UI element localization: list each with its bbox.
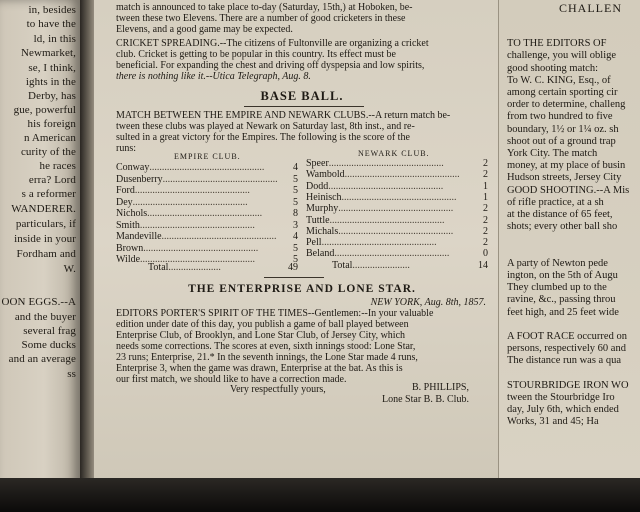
newark-score-row: [306, 226, 496, 237]
right-column-line: They clumbed up to the: [507, 282, 607, 294]
player-name: Brown: [116, 242, 144, 254]
right-column-line: among certain sporting cir: [507, 87, 618, 98]
cricket-line-4: there is nothing like it.--Utica Telegraph, Aug. 8.: [116, 71, 311, 82]
empire-total-value: 49: [288, 262, 298, 273]
right-column-line: STOURBRIDGE IRON WO: [507, 379, 629, 391]
right-column-line: CHALLEN: [559, 1, 622, 15]
base-ball-intro-1: MATCH BETWEEN THE EMPIRE AND NEWARK CLUBS.--A return match be-: [116, 110, 451, 121]
empire-score-row: [116, 174, 306, 185]
newark-score-row: [306, 158, 496, 169]
enterprise-line-4: needs some corrections. The scores at even, sixth innings stood: Lone Star,: [116, 341, 416, 352]
left-column-line: to have the: [26, 18, 76, 30]
leader-dots: ..............................................: [338, 225, 454, 237]
base-ball-intro-3: sulted in a great victory for the Empires. The following is the score of the: [116, 132, 410, 143]
right-column-line: Hudson streets, Jersey City: [507, 172, 622, 184]
right-column-line: A party of Newton pede: [507, 257, 608, 269]
top-article-line-1: match is announced to take place to-day (Saturday, 15th,) at Hoboken, be-: [116, 2, 413, 13]
player-name: Conway: [116, 162, 150, 173]
player-name: Dey: [116, 196, 133, 208]
left-column-line: Some ducks: [21, 339, 76, 351]
right-page-column: [498, 0, 640, 478]
enterprise-signature: B. PHILLIPS,: [412, 382, 469, 393]
player-name: Michals: [306, 225, 339, 237]
player-runs: 5: [293, 173, 298, 185]
left-column-line: and an average: [8, 353, 76, 365]
enterprise-line-1: EDITORS PORTER'S SPIRIT OF THE TIMES--Gentlemen:--In your valuable: [116, 308, 434, 319]
left-column-line: his foreign: [27, 118, 76, 130]
right-column-line: challenge, you will oblige: [507, 50, 617, 62]
top-article-line-3: Elevens, and a good game may be expected.: [116, 24, 293, 35]
player-runs: 2: [483, 169, 488, 181]
right-column-line: feet high, and 25 feet wide: [507, 306, 619, 318]
player-runs: 1: [483, 191, 488, 203]
left-column-line: WANDERER.: [11, 203, 76, 215]
enterprise-heading: THE ENTERPRISE AND LONE STAR.: [188, 283, 416, 295]
left-column-line: gue, powerful: [13, 104, 76, 116]
empire-score-row: [116, 185, 306, 196]
left-column-line: se, I think,: [28, 62, 76, 74]
player-name: Dodd: [306, 180, 329, 192]
newark-total-label: Total: [332, 260, 353, 271]
player-runs: 5: [293, 254, 298, 265]
player-runs: 2: [483, 225, 488, 237]
left-column-line: particulars, if: [15, 218, 76, 230]
left-column-line: ld, in this: [33, 33, 76, 45]
score-rule: [264, 277, 324, 278]
player-runs: 4: [293, 162, 298, 173]
player-runs: 8: [293, 208, 298, 219]
enterprise-club: Lone Star B. B. Club.: [382, 394, 469, 405]
left-column-line: and the buyer: [14, 311, 76, 323]
right-column-line: ington, on the 5th of Augu: [507, 270, 618, 281]
cricket-line-2: club. Cricket is getting to be popular in this country. Its effect must be: [116, 49, 396, 60]
newark-score-row: [306, 181, 496, 192]
newark-score-row: [306, 203, 496, 214]
enterprise-line-2: edition under date of this day, you publish a game of ball played between: [116, 319, 409, 330]
right-column-line: from two hundred to five: [507, 111, 613, 123]
empire-score-row: [116, 231, 306, 242]
left-column-line: n American: [23, 132, 76, 144]
leader-dots: ..............................................: [143, 242, 259, 254]
newark-club-header: NEWARK CLUB.: [358, 149, 430, 158]
right-column-line: at the distance of 65 feet,: [507, 209, 613, 220]
player-name: Dusenberry: [116, 173, 163, 185]
leader-dots: ..............................................: [139, 219, 255, 231]
empire-total-label: Total: [148, 262, 169, 273]
leader-dots: ..............................................: [338, 203, 454, 215]
leader-dots: ..............................................: [341, 191, 457, 203]
player-runs: 0: [483, 248, 488, 260]
enterprise-line-7: our first match, we should like to have a correction made.: [116, 374, 347, 385]
enterprise-line-6: Enterprise 3, when the game was drawn, Enterprise at the bat. As this is: [116, 363, 403, 374]
right-column-line: of rifle practice, at a sh: [507, 196, 604, 208]
player-runs: 1: [483, 180, 488, 192]
enterprise-closing: Very respectfully yours,: [230, 384, 326, 395]
right-column-line: GOOD SHOOTING.--A Mis: [507, 184, 630, 196]
right-column-line: order to determine, challeng: [507, 99, 626, 111]
leader-dots: ..............................................: [321, 237, 437, 249]
empire-score-row: [116, 220, 306, 231]
cricket-line-3: beneficial. For expanding the chest and driving off dyspepsia and low spirits,: [116, 60, 425, 71]
leader-dots: ..............................................: [328, 158, 444, 169]
empire-score-row: [116, 162, 306, 173]
right-column-line: money, at my place of busin: [507, 160, 626, 172]
cricket-line-1: CRICKET SPREADING.--The citizens of Fultonville are organizing a cricket: [116, 38, 429, 49]
left-column-line: ights in the: [25, 76, 76, 88]
top-article-line-2: tween these two Elevens. There are a number of good cricketers in these: [116, 13, 406, 24]
left-column-line: he races: [39, 160, 76, 172]
player-name: Wilde: [116, 254, 141, 265]
right-column-line: boundary, 1½ or 1¼ oz. sh: [507, 123, 619, 135]
player-name: Mandeville: [116, 231, 162, 242]
heading-rule: [244, 106, 364, 107]
player-runs: 2: [483, 158, 488, 169]
player-name: Tuttle: [306, 214, 330, 226]
left-column-line: in, besides: [28, 4, 76, 16]
left-column-line: curity of the: [20, 146, 76, 158]
enterprise-dateline: NEW YORK, Aug. 8th, 1857.: [370, 297, 486, 308]
left-column-line: Newmarket,: [20, 47, 76, 59]
left-column-line: inside in your: [14, 233, 76, 245]
base-ball-intro-4: runs:: [116, 143, 136, 154]
base-ball-intro-2: tween these clubs was played at Newark on Saturday last, 8th inst., and re-: [116, 121, 415, 132]
empire-score-row: [116, 243, 306, 254]
leader-dots: ..............................................: [149, 162, 265, 173]
player-runs: 2: [483, 214, 488, 226]
leader-dots: ..............................................: [132, 196, 248, 208]
player-name: Pell: [306, 237, 322, 249]
newark-score-row: [306, 248, 496, 259]
leader-dots: ..............................................: [134, 185, 250, 196]
newark-score-row: [306, 192, 496, 203]
player-runs: 5: [293, 242, 298, 254]
left-page-column: [0, 0, 80, 498]
player-name: Beland: [306, 248, 335, 260]
newark-score-row: [306, 169, 496, 180]
player-runs: 2: [483, 237, 488, 249]
main-page: [94, 0, 498, 484]
right-column-line: TO THE EDITORS OF: [507, 38, 607, 50]
leader-dots: ..............................................: [140, 254, 256, 265]
right-column-line: shoot out of a ground trap: [507, 135, 616, 147]
leader-dots: ..............................................: [344, 169, 460, 181]
left-column-line: erra? Lord: [28, 174, 76, 186]
player-name: Ford: [116, 185, 135, 196]
right-column-line: tween the Stourbridge Iro: [507, 392, 615, 403]
right-column-line: York City. The match: [507, 148, 598, 159]
left-column-line: OON EGGS.--A: [1, 296, 76, 308]
left-column-line: ss: [67, 368, 76, 380]
right-column-line: ravine, &c., passing throu: [507, 294, 616, 306]
right-column-line: good shooting match:: [507, 62, 598, 74]
leader-dots: ..............................................: [334, 248, 450, 260]
player-runs: 5: [293, 196, 298, 208]
leader-dots: ..............................................: [328, 180, 444, 192]
player-name: Murphy: [306, 203, 339, 215]
left-column-line: Derby, has: [28, 90, 76, 102]
leader-dots: ..............................................: [329, 214, 445, 226]
left-column-line: Fordham and: [16, 248, 76, 260]
player-runs: 2: [483, 203, 488, 215]
right-column-line: The distance run was a qua: [507, 355, 621, 367]
left-column-line: several frag: [23, 325, 76, 337]
player-runs: 4: [293, 231, 298, 242]
base-ball-heading: BASE BALL.: [260, 89, 344, 103]
player-name: Heinisch: [306, 191, 342, 203]
player-name: Wambold: [306, 169, 345, 181]
enterprise-line-5: 23 runs; Enterprise, 21.* In the seventh innings, the Lone Star made 4 runs,: [116, 352, 418, 363]
player-runs: 3: [293, 219, 298, 231]
newark-total-value: 14: [478, 260, 488, 271]
right-column-line: Works, 31 and 45; Ha: [507, 416, 599, 428]
empire-total-row: Total..................... 49: [148, 262, 298, 273]
newark-score-row: [306, 215, 496, 226]
newark-total-row: Total....................... 14: [332, 260, 488, 271]
player-runs: 5: [293, 185, 298, 196]
leader-dots: ..............................................: [147, 208, 263, 219]
empire-score-row: [116, 208, 306, 219]
left-column-line: W.: [63, 263, 76, 275]
enterprise-line-3: Enterprise Club, of Brooklyn, and Lone Star Club, of Jersey City, which: [116, 330, 406, 341]
bottom-shadow: [0, 478, 640, 512]
newark-score-row: [306, 237, 496, 248]
leader-dots: ..............................................: [162, 173, 278, 185]
player-name: Smith: [116, 219, 140, 231]
right-column-line: shots; every other ball sho: [507, 221, 618, 233]
player-name: Nichols: [116, 208, 148, 219]
right-column-line: day, July 6th, which ended: [507, 404, 619, 416]
right-column-line: A FOOT RACE occurred on: [507, 331, 627, 342]
empire-club-header: EMPIRE CLUB.: [174, 152, 241, 161]
left-column-line: s a reformer: [21, 188, 76, 200]
player-name: Speer: [306, 158, 329, 169]
right-column-line: persons, respectively 60 and: [507, 343, 626, 355]
empire-score-row: [116, 197, 306, 208]
leader-dots: ..............................................: [161, 231, 277, 242]
right-column-line: To W. C. KING, Esq., of: [507, 74, 611, 86]
